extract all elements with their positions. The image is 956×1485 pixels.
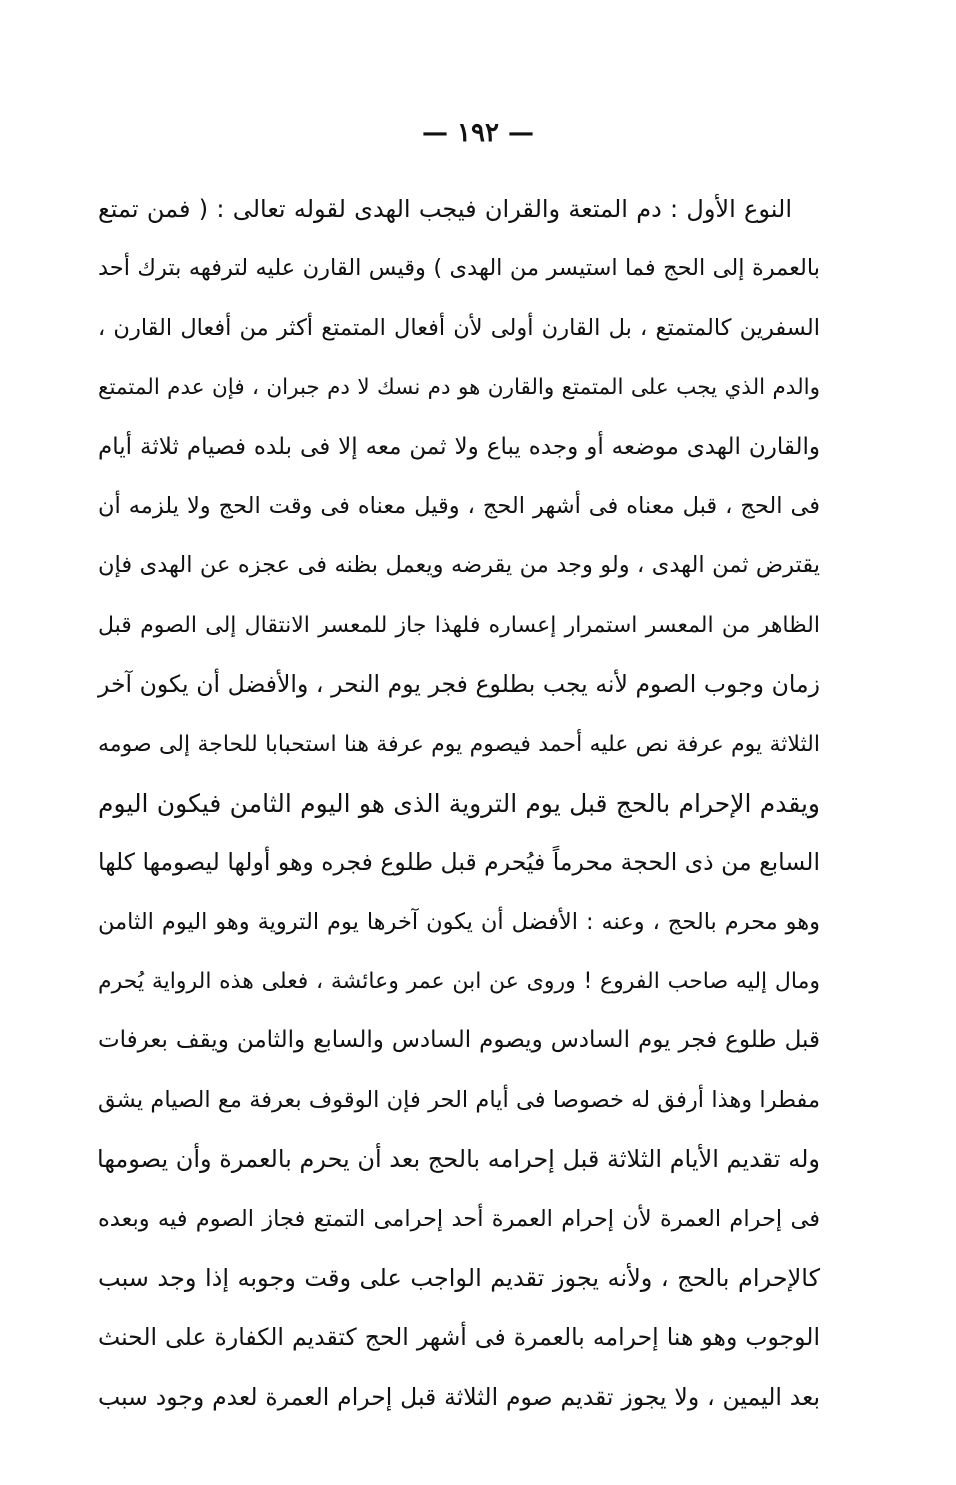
text-line-15: قبل طلوع فجر يوم السادس ويصوم السادس والسابع والثامن ويقف بعرفات: [98, 1027, 820, 1054]
text-line-3: السفرين كالمتمتع ، بل القارن أولى لأن أفعال المتمتع أكثر من أفعال القارن ،: [98, 314, 820, 341]
text-line-8: الظاهر من المعسر استمرار إعساره فلهذا جاز للمعسر الانتقال إلى الصوم قبل: [98, 612, 820, 638]
text-line-19: كالإحرام بالحج ، ولأنه يجوز تقديم الواجب على وقت وجوبه إذا وجد سبب: [98, 1264, 820, 1293]
text-line-20: الوجوب وهو هنا إحرامه بالعمرة فى أشهر الحج كتقديم الكفارة على الحنث: [98, 1323, 820, 1352]
text-line-5: والقارن الهدى موضعه أو وجده يباع ولا ثمن معه إلا فى بلده فصيام ثلاثة أيام: [98, 433, 820, 460]
text-line-21: بعد اليمين ، ولا يجوز تقديم صوم الثلاثة قبل إحرام العمرة لعدم وجود سبب: [98, 1382, 820, 1411]
text-line-17: وله تقديم الأيام الثلاثة قبل إحرامه بالحج بعد أن يحرم بالعمرة وأن يصومها: [97, 1145, 820, 1174]
text-line-10: الثلاثة يوم عرفة نص عليه أحمد فيصوم يوم عرفة هنا استحبابا للحاجة إلى صومه: [98, 731, 820, 757]
text-line-4: والدم الذي يجب على المتمتع والقارن هو دم نسك لا دم جبران ، فإن عدم المتمتع: [98, 375, 820, 401]
text-line-16: مفطرا وهذا أرفق له خصوصا فى أيام الحر فإن الوقوف بعرفة مع الصيام يشق: [98, 1086, 820, 1113]
body-text: [98, 180, 820, 1427]
text-line-12: السابع من ذى الحجة محرماً فيُحرم قبل طلوع فجره وهو أولها ليصومها كلها: [98, 848, 820, 877]
text-line-9: زمان وجوب الصوم لأنه يجب بطلوع فجر يوم النحر ، والأفضل أن يكون آخر: [98, 670, 820, 699]
text-line-1: النوع الأول : دم المتعة والقران فيجب الهدى لقوله تعالى : ( فمن تمتع: [98, 195, 792, 223]
text-line-7: يقترض ثمن الهدى ، ولو وجد من يقرضه ويعمل بظنه فى عجزه عن الهدى فإن: [98, 552, 820, 579]
text-line-18: فى إحرام العمرة لأن إحرام العمرة أحد إحرامى التمتع فجاز الصوم فيه وبعده: [98, 1205, 820, 1232]
page-number: — ١٩٢ —: [421, 118, 535, 148]
text-line-6: فى الحج ، قبل معناه فى أشهر الحج ، وقيل معناه فى وقت الحج ولا يلزمه أن: [98, 492, 820, 519]
text-line-2: بالعمرة إلى الحج فما استيسر من الهدى ) وقيس القارن عليه لترفهه بترك أحد: [98, 255, 820, 282]
text-line-14: ومال إليه صاحب الفروع ! وروى عن ابن عمر وعائشة ، فعلى هذه الرواية يُحرم: [98, 969, 820, 995]
text-line-13: وهو محرم بالحج ، وعنه : الأفضل أن يكون آخرها يوم التروية وهو اليوم الثامن: [98, 908, 820, 935]
text-line-11: ويقدم الإحرام بالحج قبل يوم التروية الذى هو اليوم الثامن فيكون اليوم: [98, 788, 820, 818]
